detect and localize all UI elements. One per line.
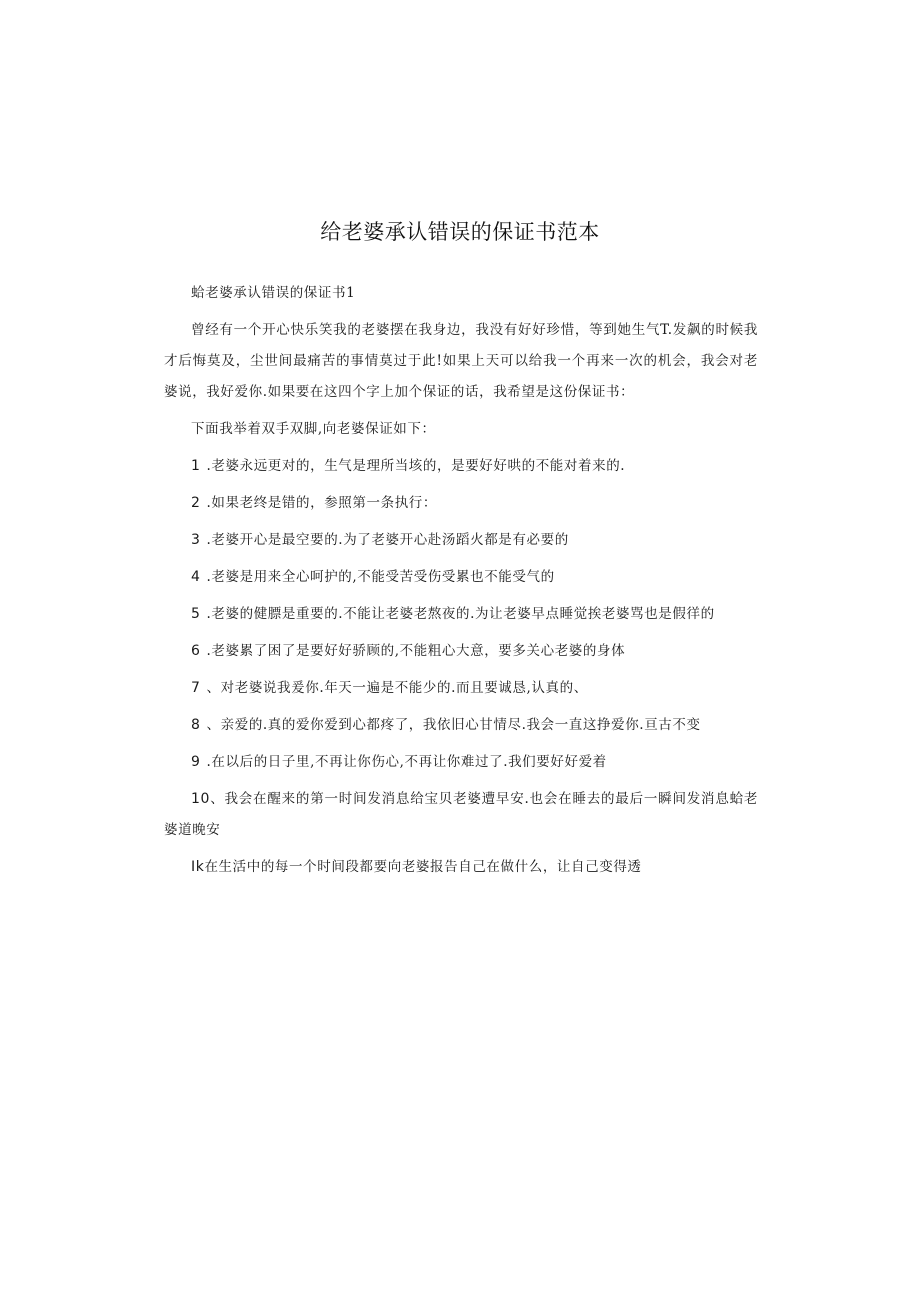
list-item xyxy=(164,525,758,556)
document-body xyxy=(164,278,758,889)
list-item-text: 、对老婆说我爰你.年天一遍是不能少的.而且要诚恳,认真的、 xyxy=(206,680,588,696)
list-item xyxy=(164,562,758,593)
lead-paragraph: 下面我举着双手双脚,向老婆保证如下： xyxy=(191,421,436,437)
list-item xyxy=(164,673,758,704)
list-item-text: .老婆累了困了是要好好骄顾的,不能粗心大意，要多关心老婆的身体 xyxy=(206,643,626,659)
list-item xyxy=(164,451,758,482)
list-item-text: .如果老终是错的，参照第一条执行： xyxy=(206,495,438,511)
list-item-text: .老婆开心是最空要的.为了老婆开心赴汤蹈火都是有必要的 xyxy=(206,532,569,548)
list-item xyxy=(164,636,758,667)
list-item xyxy=(164,599,758,630)
list-item xyxy=(164,488,758,519)
list-item-number: 6 xyxy=(191,643,201,659)
list-item-text: 在生活中的每一个时间段都要向老婆报告自己在做什么，让自己变得透 xyxy=(204,859,642,875)
list-item-text: .老婆是用来全心呵护的,不能受苦受伤受累也不能受气的 xyxy=(206,569,555,585)
list-item xyxy=(164,710,758,741)
list-item-number: 4 xyxy=(191,569,201,585)
list-item xyxy=(164,784,758,846)
list-item-text: .老婆永远更对的，生气是理所当垓的，是要好好哄的不能对着来的. xyxy=(206,458,626,474)
list-item xyxy=(164,852,758,883)
list-item-number: 3 xyxy=(191,532,201,548)
list-item-number: 7 xyxy=(191,680,201,696)
list-item-number: 8 xyxy=(191,717,201,733)
intro-paragraph: 曾经有一个开心快乐笑我的老婆摆在我身边，我没有好好珍惜，等到她生气T.发飙的时候我才后悔莫及，尘世间最痛苦的事情莫过于此!如果上天可以给我一个再来一次的机会，我会对老婆说，我好爱你.如果要在这四个字上加个保证的话，我希望是这份保证书： xyxy=(164,322,758,400)
list-item-number: 10 xyxy=(191,791,211,807)
list-item-number: 1 xyxy=(191,458,201,474)
document-title: 给老婆承认错误的保证书范本 xyxy=(320,220,600,244)
list-item-text: 、我会在醒来的第一时间发消息给宝贝老婆遭早安.也会在睡去的最后一瞬间发消息蛤老婆道晚安 xyxy=(164,791,758,838)
list-item-text: .老婆的健膘是重要的.不能让老婆老熬夜的.为让老婆早点睡觉挨老婆骂也是假徉的 xyxy=(206,606,715,622)
list-item-text: .在以后的日子里,不再让你伤心,不再让你难过了.我们要好好爱着 xyxy=(206,754,607,770)
list-item-number: 2 xyxy=(191,495,201,511)
list-item-number: Ik xyxy=(191,859,205,875)
list-item xyxy=(164,747,758,778)
section-heading: 蛤老婆承认错误的保证书1 xyxy=(191,285,356,301)
list-item-number: 9 xyxy=(191,754,201,770)
list-item-text: 、亲爱的.真的爱你爱到心都疼了，我依旧心甘情尽.我会一直这挣爱你.亘古不变 xyxy=(206,717,701,733)
list-item-number: 5 xyxy=(191,606,201,622)
